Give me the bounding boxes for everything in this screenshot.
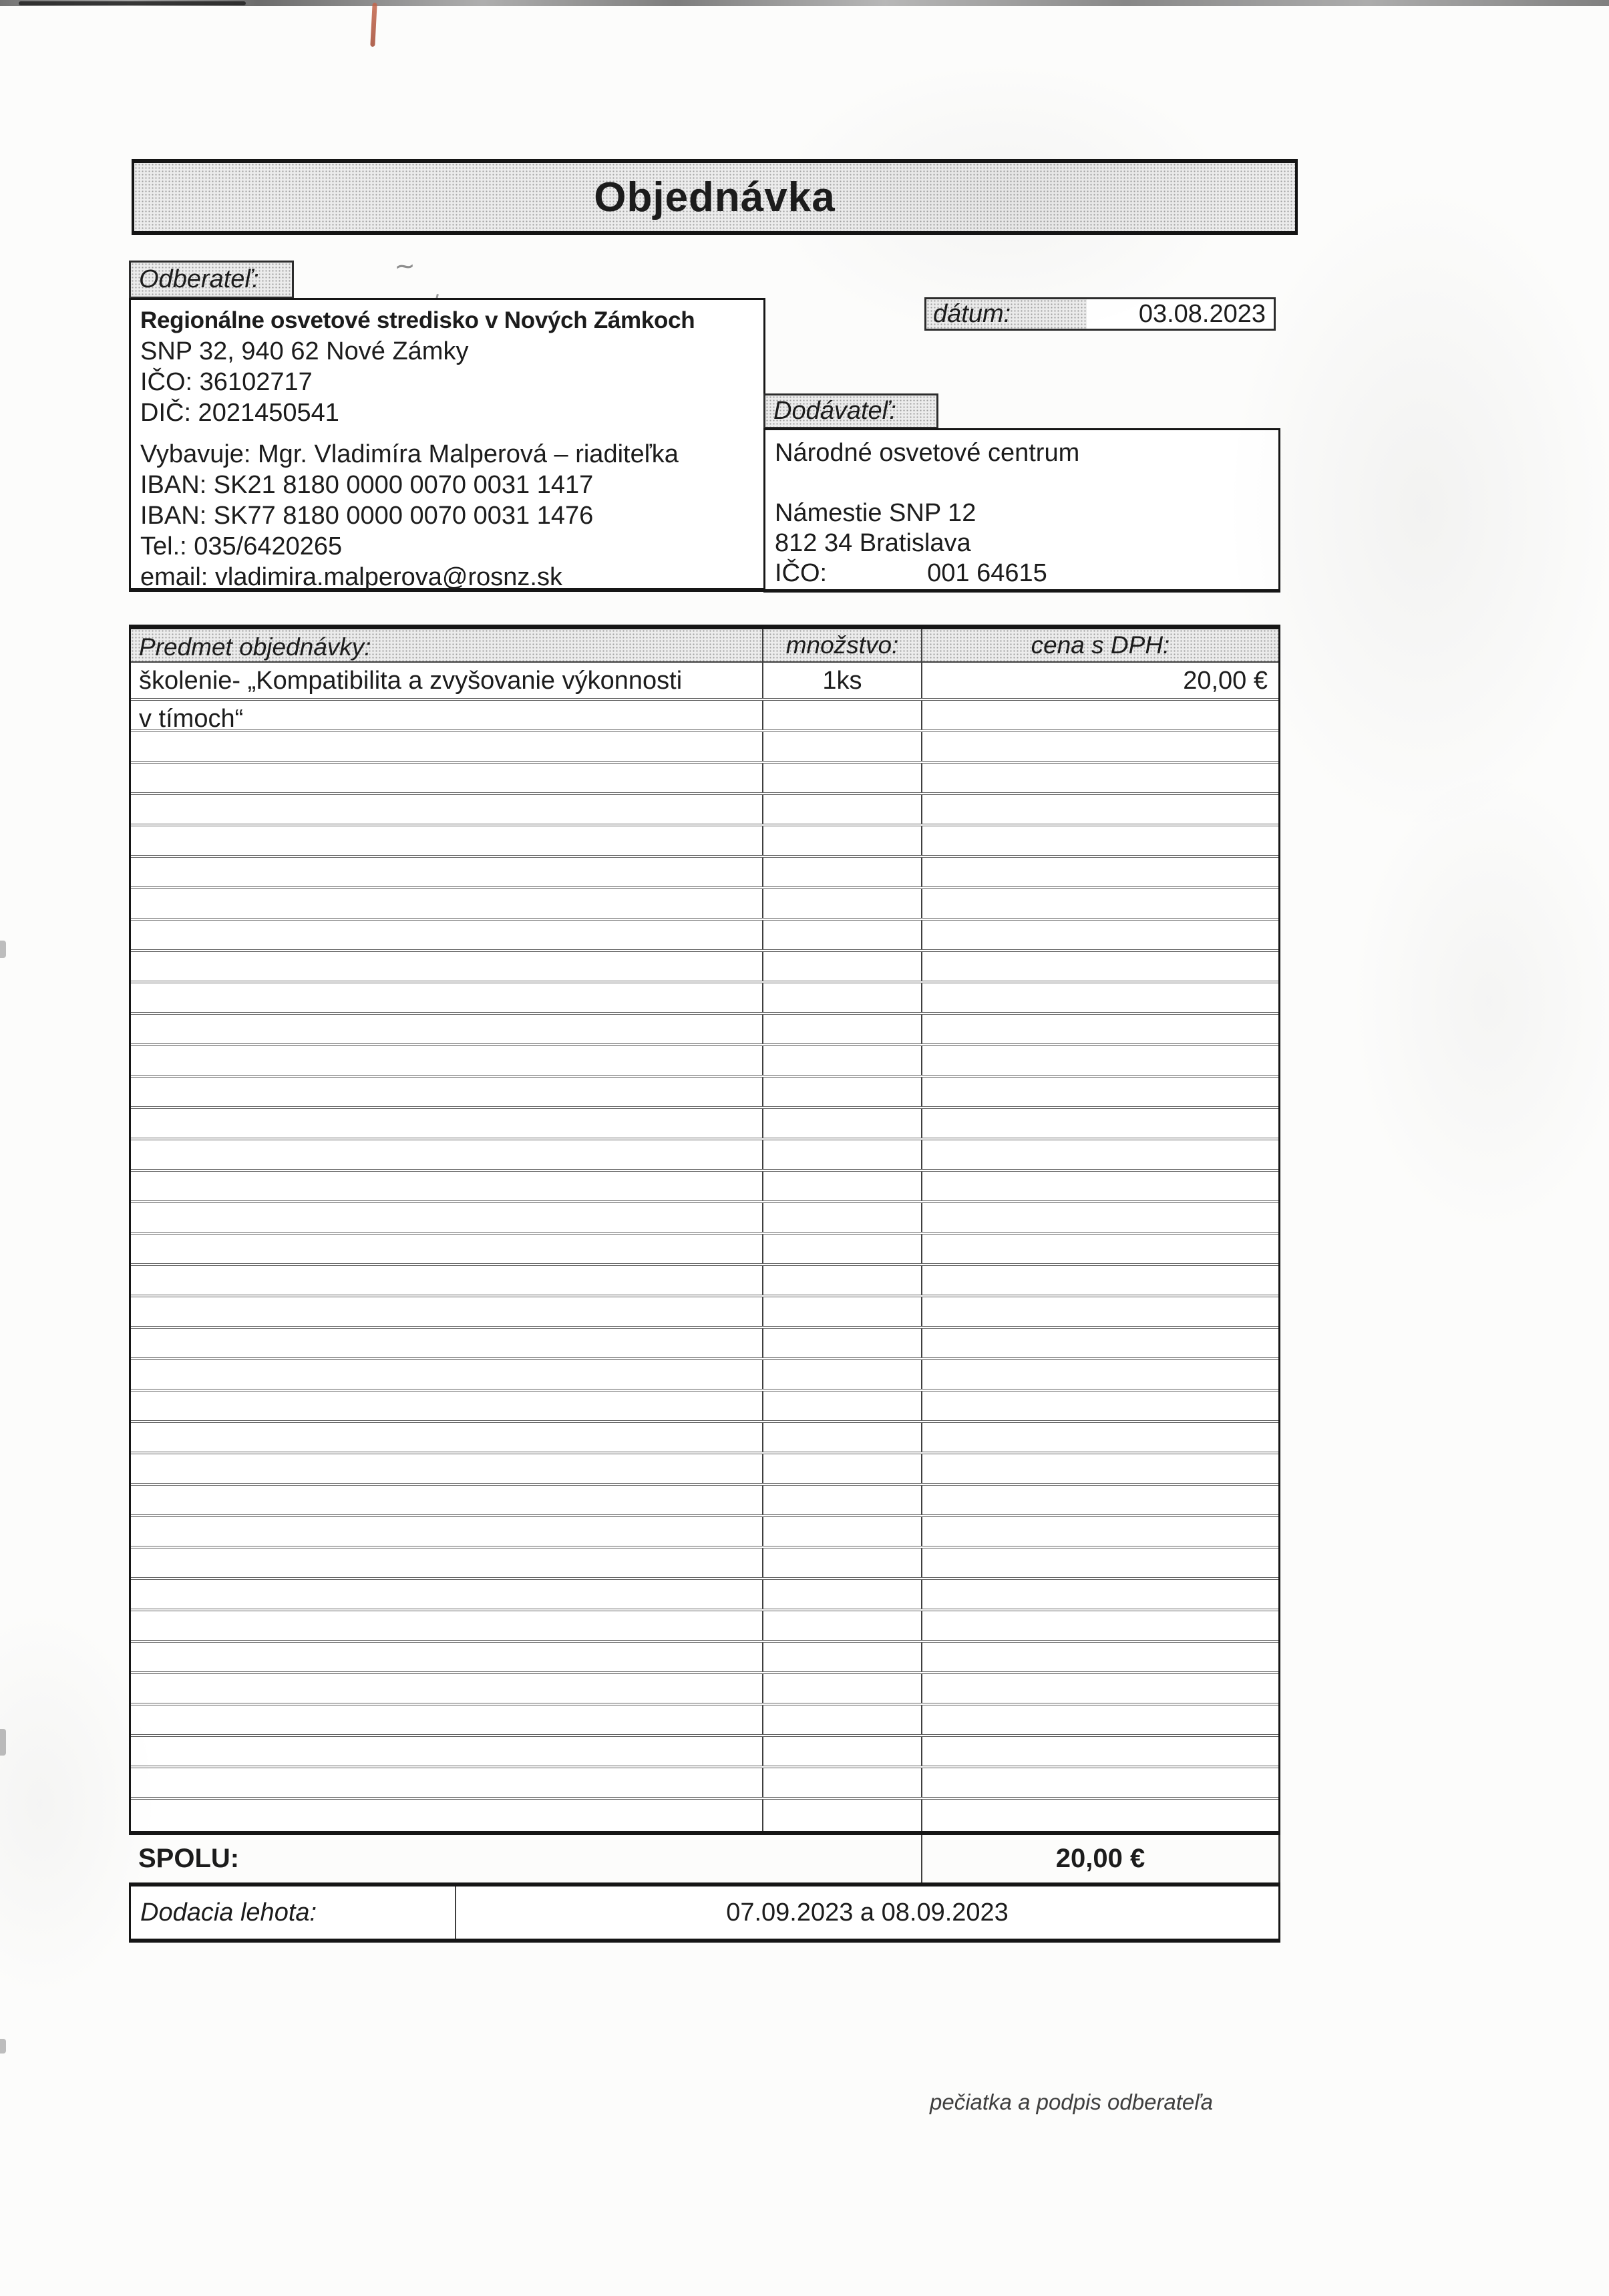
table-row <box>131 1643 1278 1674</box>
price-cell <box>921 1705 1278 1734</box>
stamp-signature-note: pečiatka a podpis odberateľa <box>930 2090 1213 2114</box>
price-cell <box>921 1737 1278 1766</box>
price-cell <box>921 952 1278 981</box>
price-cell <box>921 1297 1278 1326</box>
column-header-item: Predmet objednávky: <box>139 633 371 661</box>
quantity-cell <box>762 952 921 981</box>
quantity-cell <box>762 1486 921 1514</box>
column-header-price: cena s DPH: <box>921 629 1278 661</box>
price-cell <box>921 1517 1278 1546</box>
table-row <box>131 1046 1278 1078</box>
customer-name: Regionálne osvetové stredisko v Nových Zámkoch <box>140 307 695 333</box>
item-cell <box>131 1266 762 1295</box>
quantity-cell <box>762 1329 921 1357</box>
quantity-cell <box>762 795 921 824</box>
price-cell <box>921 1454 1278 1483</box>
date-value: 03.08.2023 <box>1138 299 1266 328</box>
quantity-cell <box>762 858 921 886</box>
delivery-date-label: Dodacia lehota: <box>131 1887 456 1939</box>
item-cell <box>131 764 762 792</box>
quantity-cell <box>762 1800 921 1831</box>
customer-details-box <box>129 298 765 592</box>
table-row <box>131 1015 1278 1046</box>
price-cell <box>921 1172 1278 1200</box>
item-cell <box>131 1611 762 1640</box>
item-cell <box>131 952 762 981</box>
customer-ico: IČO: 36102717 <box>140 368 313 396</box>
price-cell <box>921 1235 1278 1263</box>
supplier-details-box <box>763 428 1280 593</box>
table-row <box>131 1674 1278 1705</box>
customer-iban-2: IBAN: SK77 8180 0000 0070 0031 1476 <box>140 502 594 530</box>
price-cell <box>921 732 1278 761</box>
scan-edge-artifact <box>19 1 246 5</box>
scan-speck <box>0 1729 6 1756</box>
item-cell <box>131 858 762 886</box>
quantity-cell <box>762 1140 921 1169</box>
delivery-date-value: 07.09.2023 a 08.09.2023 <box>726 1898 1009 1927</box>
document-title: Objednávka <box>594 174 836 220</box>
quantity-cell <box>762 1235 921 1263</box>
customer-dic: DIČ: 2021450541 <box>140 399 339 427</box>
spacer <box>775 468 1278 498</box>
quantity-cell <box>762 1015 921 1043</box>
price-cell <box>921 1486 1278 1514</box>
price-cell <box>921 1203 1278 1232</box>
scan-squiggle-mark: ~ <box>393 248 416 286</box>
date-label: dátum: <box>926 299 1087 329</box>
item-cell <box>131 1140 762 1169</box>
item-cell <box>131 1109 762 1138</box>
table-row <box>131 1140 1278 1172</box>
item-cell <box>131 889 762 918</box>
item-cell <box>131 1297 762 1326</box>
item-cell <box>131 1768 762 1797</box>
item-cell <box>131 1674 762 1703</box>
table-row <box>131 826 1278 858</box>
item-cell <box>131 1548 762 1577</box>
total-row <box>129 1835 1280 1882</box>
price-cell <box>921 1266 1278 1295</box>
table-row <box>131 1486 1278 1517</box>
scan-speck <box>0 2039 6 2054</box>
total-value: 20,00 € <box>921 1835 1278 1882</box>
supplier-ico-line <box>775 558 1278 589</box>
item-cell <box>131 732 762 761</box>
price-cell <box>921 1046 1278 1075</box>
table-row <box>131 1423 1278 1454</box>
item-cell <box>131 1454 762 1483</box>
customer-contact-person: Vybavuje: Mgr. Vladimíra Malperová – riaditeľka <box>140 440 679 468</box>
table-row <box>131 1297 1278 1329</box>
supplier-ico-value: 001 64615 <box>927 559 1047 587</box>
table-header-row <box>131 629 1278 663</box>
quantity-cell <box>762 889 921 918</box>
price-cell <box>921 1580 1278 1609</box>
quantity-cell <box>762 1737 921 1766</box>
table-row <box>131 764 1278 795</box>
quantity-cell <box>762 1046 921 1075</box>
quantity-cell <box>762 1674 921 1703</box>
quantity-cell <box>762 983 921 1012</box>
table-row <box>131 1454 1278 1486</box>
supplier-street: Námestie SNP 12 <box>775 499 976 527</box>
spacer <box>140 428 763 439</box>
customer-phone: Tel.: 035/6420265 <box>140 532 343 560</box>
table-row <box>131 1203 1278 1235</box>
customer-address: SNP 32, 940 62 Nové Zámky <box>140 337 469 365</box>
delivery-date-row <box>129 1882 1280 1943</box>
price-cell <box>921 1391 1278 1420</box>
price-cell <box>921 701 1278 729</box>
quantity-cell <box>762 1203 921 1232</box>
quantity-cell <box>762 1768 921 1797</box>
table-row <box>131 1548 1278 1580</box>
customer-iban-1: IBAN: SK21 8180 0000 0070 0031 1417 <box>140 471 594 499</box>
price-cell <box>921 1109 1278 1138</box>
item-cell <box>131 1015 762 1043</box>
customer-section-label: Odberateľ: <box>129 261 294 299</box>
table-row <box>131 921 1278 952</box>
scan-red-mark <box>370 3 377 47</box>
item-cell <box>131 1800 762 1831</box>
table-row <box>131 663 1278 701</box>
quantity-cell <box>762 1454 921 1483</box>
price-cell <box>921 1015 1278 1043</box>
table-row <box>131 1391 1278 1423</box>
table-row <box>131 1172 1278 1203</box>
item-cell <box>131 1329 762 1357</box>
table-row <box>131 1517 1278 1548</box>
price-cell <box>921 1800 1278 1831</box>
table-row <box>131 1611 1278 1643</box>
item-cell <box>131 1360 762 1389</box>
document-title-box <box>132 159 1298 235</box>
quantity-cell <box>762 1580 921 1609</box>
item-cell <box>131 921 762 949</box>
price-cell <box>921 889 1278 918</box>
price-cell <box>921 858 1278 886</box>
quantity-cell <box>762 1548 921 1577</box>
price-cell <box>921 1329 1278 1357</box>
price-cell <box>921 1548 1278 1577</box>
table-row <box>131 1580 1278 1611</box>
item-cell <box>131 1235 762 1263</box>
supplier-city: 812 34 Bratislava <box>775 529 971 557</box>
table-row <box>131 795 1278 826</box>
quantity-cell <box>762 1423 921 1452</box>
item-cell <box>131 826 762 855</box>
table-row <box>131 983 1278 1015</box>
table-row <box>131 1235 1278 1266</box>
quantity-cell <box>762 1109 921 1138</box>
price-cell <box>921 795 1278 824</box>
scan-speck <box>0 941 6 958</box>
item-cell <box>131 1737 762 1766</box>
item-cell <box>131 1517 762 1546</box>
item-cell <box>131 1391 762 1420</box>
table-row <box>131 952 1278 983</box>
quantity-cell <box>762 732 921 761</box>
table-row <box>131 858 1278 889</box>
price-cell <box>921 1360 1278 1389</box>
quantity-cell <box>762 1360 921 1389</box>
price-cell <box>921 1674 1278 1703</box>
quantity-cell <box>762 764 921 792</box>
item-cell <box>131 795 762 824</box>
total-label: SPOLU: <box>138 1844 240 1873</box>
quantity-cell <box>762 1643 921 1671</box>
date-row <box>924 297 1276 331</box>
price-cell <box>921 1140 1278 1169</box>
customer-email: email: vladimira.malperova@rosnz.sk <box>140 563 562 591</box>
price-cell <box>921 1423 1278 1452</box>
quantity-cell <box>762 826 921 855</box>
price-cell <box>921 983 1278 1012</box>
table-row <box>131 1329 1278 1360</box>
quantity-cell <box>762 1517 921 1546</box>
item-cell <box>131 1078 762 1106</box>
quantity-cell <box>762 1611 921 1640</box>
price-cell <box>921 1768 1278 1797</box>
quantity-cell: 1ks <box>762 663 921 698</box>
item-cell: v tímoch“ <box>139 705 244 729</box>
price-cell: 20,00 € <box>921 663 1278 698</box>
item-cell <box>131 1046 762 1075</box>
column-header-quantity: množstvo: <box>762 629 921 661</box>
quantity-cell <box>762 921 921 949</box>
order-table-body <box>131 663 1278 1831</box>
table-row <box>131 732 1278 764</box>
table-row <box>131 701 1278 732</box>
table-row <box>131 889 1278 921</box>
table-row <box>131 1768 1278 1800</box>
quantity-cell <box>762 1172 921 1200</box>
order-items-table <box>129 625 1280 1835</box>
table-row <box>131 1078 1278 1109</box>
item-cell <box>131 1705 762 1734</box>
quantity-cell <box>762 1297 921 1326</box>
price-cell <box>921 764 1278 792</box>
item-cell <box>131 1423 762 1452</box>
quantity-cell <box>762 1078 921 1106</box>
quantity-cell <box>762 701 921 729</box>
item-cell <box>131 1643 762 1671</box>
item-cell <box>131 983 762 1012</box>
quantity-cell <box>762 1705 921 1734</box>
supplier-section-label: Dodávateľ: <box>763 393 938 429</box>
table-row <box>131 1737 1278 1768</box>
price-cell <box>921 1078 1278 1106</box>
price-cell <box>921 826 1278 855</box>
supplier-ico-label: IČO: <box>775 559 828 587</box>
item-cell: školenie- „Kompatibilita a zvyšovanie výkonnosti <box>139 667 683 695</box>
quantity-cell <box>762 1391 921 1420</box>
item-cell <box>131 1486 762 1514</box>
price-cell <box>921 1643 1278 1671</box>
price-cell <box>921 921 1278 949</box>
table-row <box>131 1109 1278 1140</box>
table-row <box>131 1800 1278 1831</box>
price-cell <box>921 1611 1278 1640</box>
item-cell <box>131 1172 762 1200</box>
quantity-cell <box>762 1266 921 1295</box>
item-cell <box>131 1203 762 1232</box>
supplier-name: Národné osvetové centrum <box>775 439 1080 467</box>
item-cell <box>131 1580 762 1609</box>
table-row <box>131 1360 1278 1391</box>
table-row <box>131 1705 1278 1737</box>
table-row <box>131 1266 1278 1297</box>
